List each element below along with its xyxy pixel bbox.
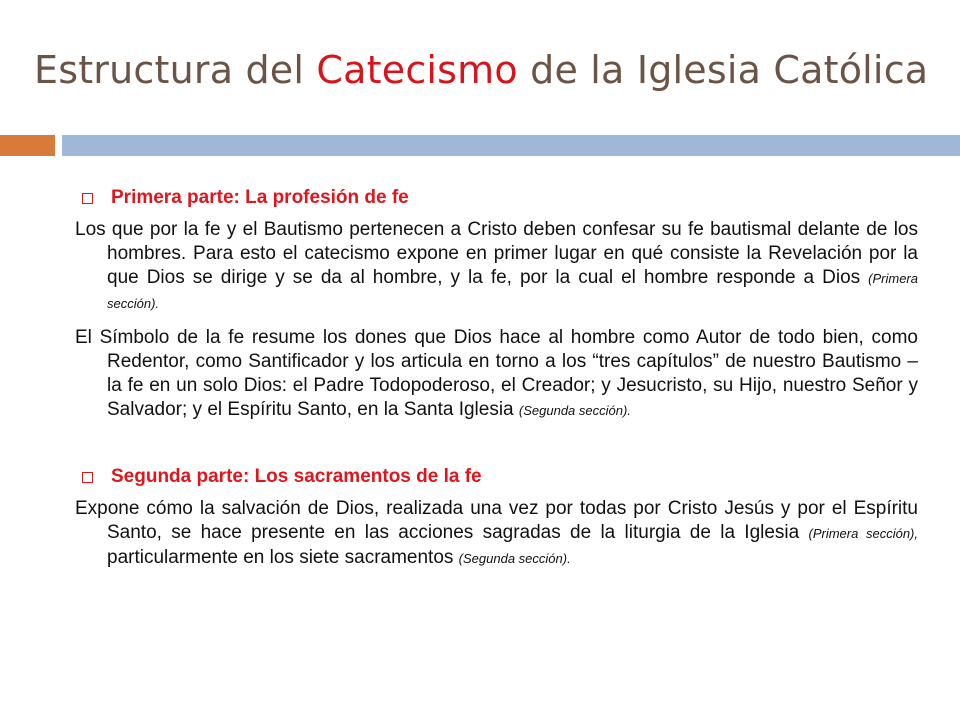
section-heading-segunda	[75, 463, 918, 491]
spacer	[75, 423, 918, 463]
accent-bar-blue	[62, 135, 960, 156]
section-reference: (Primera sección).	[107, 271, 918, 311]
paragraph	[75, 218, 918, 316]
section-heading-primera	[75, 184, 918, 212]
title-pre: Estructura del	[34, 48, 317, 92]
slide-content	[75, 184, 918, 571]
section-heading-label: Primera parte: La profesión de fe	[111, 187, 409, 208]
accent-bar-orange	[0, 135, 55, 156]
paragraph	[75, 326, 918, 423]
square-bullet-icon	[82, 472, 93, 483]
title-highlight: Catecismo	[316, 48, 518, 92]
paragraph-text: El Símbolo de la fe resume los dones que Dios hace al hombre como Autor de todo bien, como Redentor, como Santificador y los articula en torno a los “tres capítulos” de nuestro Bautismo –la fe en un solo Dios: el Padre Todopoderoso, el Creador; y Jesucristo, su Hijo, nuestro Señor y Salvador; y el Espíritu Santo, en la Santa Iglesia	[75, 327, 918, 420]
section-reference: (Primera sección),	[808, 526, 918, 541]
slide-title	[34, 48, 928, 92]
paragraph-text: Los que por la fe y el Bautismo pertenecen a Cristo deben confesar su fe bautismal delante de los hombres. Para esto el catecismo expone en primer lugar en qué consiste la Revelación por la que Dios se dirige y se da al hombre, y la fe, por la cual el hombre responde a Dios	[75, 219, 918, 288]
section-reference: (Segunda sección).	[458, 551, 571, 566]
square-bullet-icon	[82, 193, 93, 204]
paragraph-text: Expone cómo la salvación de Dios, realizada una vez por todas por Cristo Jesús y por el Espíritu Santo, se hace presente en las acciones sagradas de la liturgia de la Iglesia	[75, 498, 918, 543]
section-heading-label: Segunda parte: Los sacramentos de la fe	[111, 466, 482, 487]
paragraph-text: particularmente en los siete sacramentos	[107, 547, 459, 568]
section-reference: (Segunda sección).	[518, 403, 631, 418]
title-post: de la Iglesia Católica	[517, 48, 929, 92]
paragraph	[75, 497, 918, 571]
